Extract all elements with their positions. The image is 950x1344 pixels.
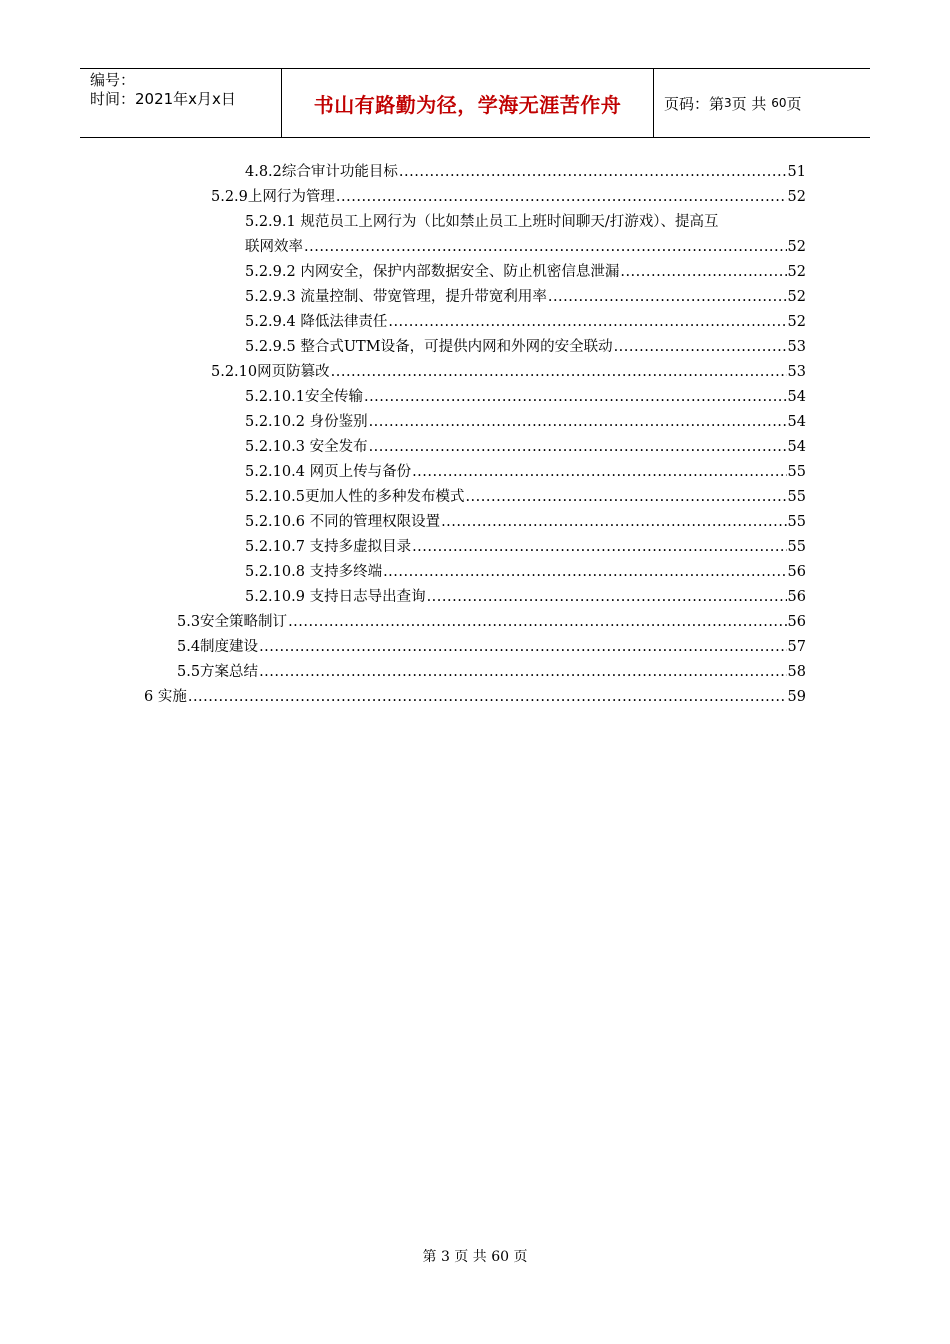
page-total: 60: [771, 96, 787, 110]
toc-entry[interactable]: [245, 260, 806, 285]
toc-entry-title: 5.2.10.4 网页上传与备份: [245, 464, 412, 480]
page-footer: 第 3 页 共 60 页: [422, 1249, 528, 1265]
toc-leader-dots: [188, 685, 787, 710]
toc-entry[interactable]: [245, 535, 806, 560]
toc-entry[interactable]: [245, 585, 806, 610]
toc-entry-page: 51: [787, 164, 806, 180]
toc-leader-dots: [304, 235, 787, 260]
page-suffix: 页: [786, 94, 802, 113]
document-number-label: 编号：: [90, 71, 136, 89]
toc-entry-page: 52: [787, 264, 806, 280]
toc-entry[interactable]: [245, 485, 806, 510]
toc-leader-dots: [331, 360, 787, 385]
toc-entry-title: 5.2.10.9 支持日志导出查询: [245, 589, 426, 605]
toc-entry-page: 53: [787, 364, 806, 380]
toc-entry-page: 56: [787, 589, 806, 605]
toc-entry[interactable]: [245, 510, 806, 535]
toc-entry-page: 52: [787, 189, 806, 205]
toc-entry-title: 5.3安全策略制订: [177, 614, 288, 630]
page-prefix: 页码：第: [664, 94, 725, 113]
toc-entry-page: 55: [787, 464, 806, 480]
toc-entry-page: 54: [787, 439, 806, 455]
toc-entry-page: 56: [787, 614, 806, 630]
toc-leader-dots: [288, 610, 786, 635]
toc-entry[interactable]: [177, 660, 806, 685]
header-motto-cell: [281, 69, 654, 137]
toc-entry-title: 联网效率: [245, 239, 303, 255]
toc-entry[interactable]: [245, 460, 806, 485]
toc-entry-title: 5.2.10.8 支持多终端: [245, 564, 383, 580]
toc-entry-page: 57: [787, 639, 806, 655]
toc-leader-dots: [259, 635, 786, 660]
toc-entry-page: 55: [787, 539, 806, 555]
toc-entry-page: 52: [787, 239, 806, 255]
toc-entry-page: 56: [787, 564, 806, 580]
toc-leader-dots: [412, 460, 786, 485]
toc-entry-title: 5.2.10.6 不同的管理权限设置: [245, 514, 441, 530]
toc-leader-dots: [369, 435, 787, 460]
page-current: 3: [724, 96, 732, 110]
toc-leader-dots: [548, 285, 787, 310]
toc-leader-dots: [259, 660, 786, 685]
toc-entry-title: 5.2.9.4 降低法律责任: [245, 314, 388, 330]
toc-entry[interactable]: [245, 385, 806, 410]
header-motto: 书山有路勤为径，学海无涯苦作舟: [313, 92, 622, 117]
toc-leader-dots: [388, 310, 786, 335]
toc-entry[interactable]: [245, 310, 806, 335]
toc-leader-dots: [427, 585, 787, 610]
toc-entry-title: 5.2.10.5更加人性的多种发布模式: [245, 489, 465, 505]
toc-entry[interactable]: [144, 685, 806, 710]
toc-entry[interactable]: [245, 560, 806, 585]
toc-entry[interactable]: [211, 185, 806, 210]
toc-entry-page: 54: [787, 414, 806, 430]
toc-entry-page: 52: [787, 314, 806, 330]
header-page-info: [654, 69, 870, 137]
toc-leader-dots: [399, 160, 787, 185]
toc-entry-title: 5.2.9上网行为管理: [211, 189, 335, 205]
toc-leader-dots: [383, 560, 786, 585]
toc-entry-page: 59: [787, 689, 806, 705]
toc-leader-dots: [614, 335, 787, 360]
toc-entry[interactable]: [211, 360, 806, 385]
toc-leader-dots: [369, 410, 787, 435]
toc-entry-title: 5.4制度建设: [177, 639, 259, 655]
toc-leader-dots: [364, 385, 787, 410]
toc-entry-title: 5.2.9.2 内网安全，保护内部数据安全、防止机密信息泄漏: [245, 264, 620, 280]
toc-entry-page: 55: [787, 514, 806, 530]
toc-entry[interactable]: [177, 610, 806, 635]
toc-entry-page: 55: [787, 489, 806, 505]
toc-entry[interactable]: [245, 335, 806, 360]
document-time-label: 时间：2021年x月x日: [90, 90, 236, 108]
toc-entry-title: 5.2.9.3 流量控制、带宽管理，提升带宽利用率: [245, 289, 547, 305]
toc-entry-title: 6 实施: [144, 689, 187, 705]
toc-entry-title-line1[interactable]: 5.2.9.1 规范员工上网行为（比如禁止员工上班时间聊天/打游戏）、提高互: [245, 214, 719, 230]
toc-entry[interactable]: [245, 160, 806, 185]
page-mid: 页 共: [731, 94, 767, 113]
toc-entry-page: 52: [787, 289, 806, 305]
toc-entry-title: 5.2.10.2 身份鉴别: [245, 414, 368, 430]
toc-entry-page: 54: [787, 389, 806, 405]
toc-entry-title: 4.8.2综合审计功能目标: [245, 164, 398, 180]
toc-entry[interactable]: [245, 285, 806, 310]
toc-entry[interactable]: [245, 435, 806, 460]
toc-entry-title: 5.2.10.1安全传输: [245, 389, 363, 405]
toc-entry[interactable]: [245, 235, 806, 260]
toc-leader-dots: [620, 260, 786, 285]
toc-entry-title: 5.5方案总结: [177, 664, 259, 680]
header-meta: [80, 69, 281, 137]
toc-entry[interactable]: [245, 410, 806, 435]
toc-entry[interactable]: [177, 635, 806, 660]
toc-entry-title: 5.2.10.7 支持多虚拟目录: [245, 539, 412, 555]
toc-entry-page: 58: [787, 664, 806, 680]
toc-leader-dots: [412, 535, 786, 560]
toc-leader-dots: [465, 485, 786, 510]
page-header: [80, 68, 870, 138]
toc-entry-title: 5.2.9.5 整合式UTM设备，可提供内网和外网的安全联动: [245, 339, 613, 355]
toc-entry-page: 53: [787, 339, 806, 355]
toc-leader-dots: [441, 510, 786, 535]
toc-leader-dots: [336, 185, 787, 210]
toc-entry-title: 5.2.10网页防篡改: [211, 364, 330, 380]
toc-entry-title: 5.2.10.3 安全发布: [245, 439, 368, 455]
